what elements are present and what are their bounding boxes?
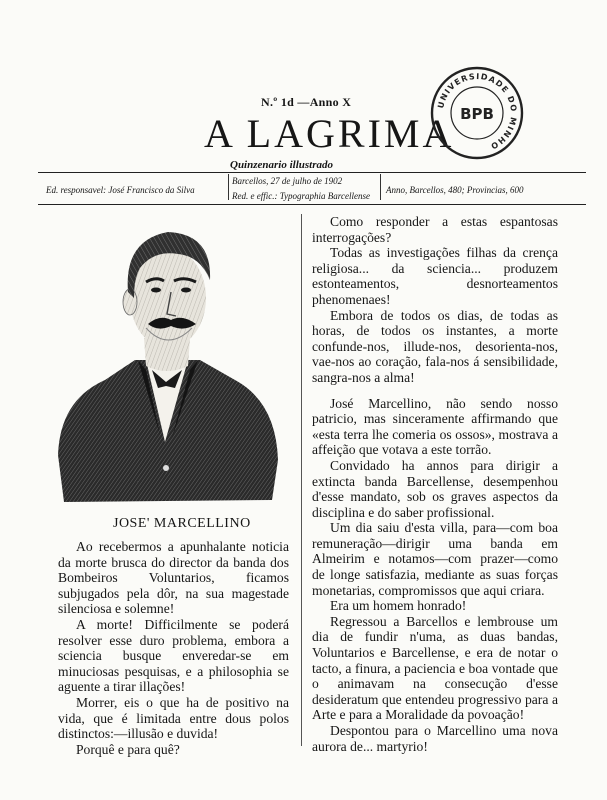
newspaper-title: A LAGRIMA <box>204 111 455 156</box>
header-bottom-rule <box>38 204 586 205</box>
portrait-engraving <box>50 210 282 508</box>
right-paragraph: Um dia saiu d'esta villa, para—com boa remuneração—dirigir uma banda em Almeirim e notamos—com prazer—como de longe satisfazia, mediante as suas forças monetarias, compromissos que aqui criara. <box>312 520 558 598</box>
header-divider <box>228 174 229 200</box>
right-paragraph: Regressou a Barcellos e lembrouse um dia de fundir n'uma, as duas bandas, Voluntarios e Barcellense, e era de notar o tacto, a finura, a paciencia e boa vontade que o animavam na consecução d'esse desideratum que entendeu progressivo para a Arte e para a Moralidade da povoação! <box>312 613 558 723</box>
left-paragraph: A morte! Difficilmente se poderá resolver esse duro problema, embora a sciencia busque enveredar-se em minuciosas pesquisas, e a philosophia se aguente a tirar illações! <box>58 616 289 695</box>
editor-line: Ed. responsavel: José Francisco da Silva <box>46 185 195 195</box>
right-paragraph: Era um homem honrado! <box>330 598 467 614</box>
portrait-caption: JOSE' MARCELLINO <box>113 516 251 531</box>
right-paragraph: Como responder a estas espantosas interrogações? <box>312 214 558 245</box>
right-paragraph: José Marcellino, não sendo nosso patricio, mas sinceramente affirmando que «esta terra lhe comeria os ossos», mostrava a affeição que votava a este torrão. <box>312 395 558 458</box>
header-divider <box>380 174 381 200</box>
left-paragraph: Morrer, eis o que ha de positivo na vida, que é limitada entre dous polos distinctos:—illusão e duvida! <box>58 694 289 742</box>
left-paragraph: Ao recebermos a apunhalante noticia da morte brusca do director da banda dos Bombeiros Voluntarios, ficamos subjugados pela dôr, na sua magestade silenciosa e solemne! <box>58 539 289 617</box>
right-column <box>312 214 558 754</box>
redaction-line: Red. e effic.: Typographia Barcellense <box>232 191 370 201</box>
right-paragraph: Despontou para o Marcellino uma nova aurora de... martyrio! <box>312 723 558 754</box>
header-top-rule <box>38 172 586 173</box>
stamp-center-text: BPB <box>460 105 494 123</box>
place-date: Barcellos, 27 de julho de 1902 <box>232 176 343 186</box>
column-divider <box>301 214 302 746</box>
library-stamp <box>430 66 524 160</box>
stamp-ring-text: UNIVERSIDADE DO MINHO <box>436 71 519 152</box>
newspaper-subtitle: Quinzenario illustrado <box>230 159 334 171</box>
left-paragraph: Porquê e para quê? <box>76 741 180 757</box>
issue-number: N.º 1d —Anno X <box>261 95 352 109</box>
right-paragraph: Todas as investigações filhas da crença religiosa... da sciencia... produzem estonteamentos, desnorteamentos phenomenaes! <box>312 245 558 307</box>
left-column <box>58 539 289 757</box>
right-paragraph: Convidado ha annos para dirigir a extincta banda Barcellense, desempenhou d'esse mandato, sob os graves aspectos da disciplina e do saber profissional. <box>312 457 558 520</box>
subscription-line: Anno, Barcellos, 480; Provincias, 600 <box>386 185 524 195</box>
right-paragraph: Embora de todos os dias, de todas as horas, de todos os instantes, a morte confunde-nos, illude-nos, desorienta-nos, vae-nos ao coração, fala-nos á sensibilidade, sangra-nos a alma! <box>312 307 558 385</box>
